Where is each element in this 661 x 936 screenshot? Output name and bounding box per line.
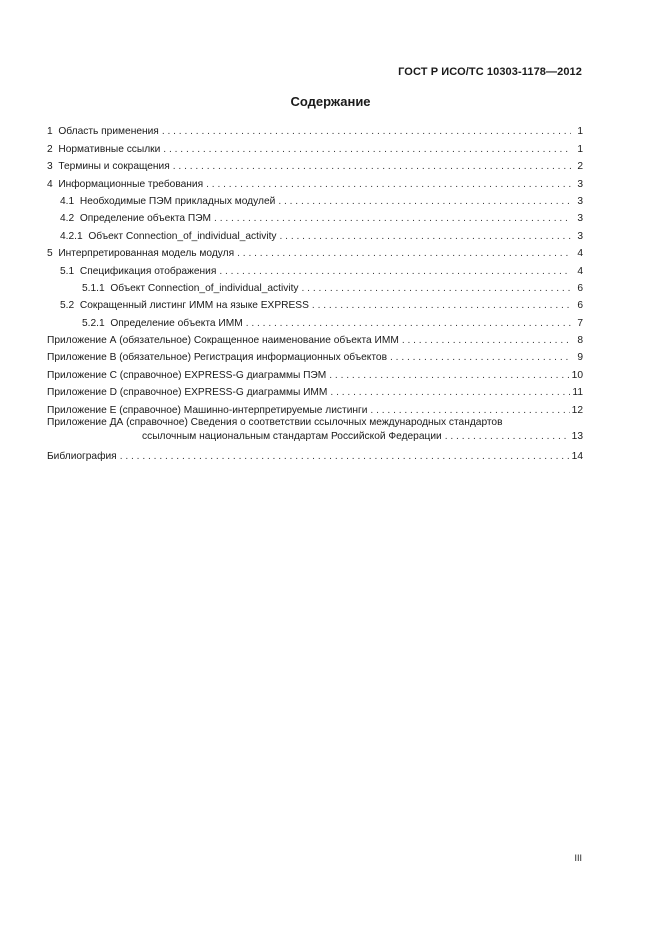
toc-entry-page: 6 bbox=[577, 282, 583, 294]
toc-leader-dots bbox=[120, 451, 570, 463]
toc-entry-page: 8 bbox=[577, 335, 583, 347]
toc-entry-text: Приложение Е (справочное) Машинно-интерпретируемые листинги bbox=[47, 404, 368, 416]
toc-entry-text: Приложение А (обязательное) Сокращенное наименование объекта ИММ bbox=[47, 335, 399, 347]
toc-entry-text: Спецификация отображения bbox=[79, 265, 217, 277]
toc-entry[interactable] bbox=[47, 208, 583, 225]
toc-entry[interactable] bbox=[47, 225, 583, 242]
toc-entry-num: 3 bbox=[47, 161, 53, 173]
toc-leader-dots bbox=[445, 431, 570, 443]
toc-leader-dots bbox=[246, 318, 571, 330]
toc-leader-dots bbox=[330, 387, 570, 399]
toc-leader-dots bbox=[237, 248, 571, 260]
toc-entry-text: Термины и сокращения bbox=[58, 161, 170, 173]
toc-entry-text: Необходимые ПЭМ прикладных модулей bbox=[79, 195, 276, 207]
toc-entry[interactable] bbox=[47, 260, 583, 277]
toc-entry-num: 5.1.1 bbox=[82, 282, 105, 294]
toc-entry-num: 5.2 bbox=[60, 300, 75, 312]
toc-entry-num: 5.1 bbox=[60, 265, 75, 277]
toc-entry-page: 14 bbox=[571, 451, 583, 463]
toc-entry[interactable] bbox=[47, 243, 583, 260]
toc-entry-text: Приложение ДА (справочное) Сведения о соответствии ссылочных международных стандартов bbox=[47, 416, 503, 428]
toc-leader-dots bbox=[162, 126, 571, 138]
toc-entry[interactable] bbox=[47, 364, 583, 381]
toc-entry-page: 2 bbox=[577, 161, 583, 173]
toc-entry-num: 1 bbox=[47, 126, 53, 138]
toc-entry-text: Объект Connection_of_individual_activity bbox=[88, 230, 277, 242]
toc-entry[interactable] bbox=[47, 156, 583, 173]
toc-entry-page: 4 bbox=[577, 265, 583, 277]
toc-entry-text: Область применения bbox=[58, 126, 159, 138]
toc-entry-page: 11 bbox=[572, 387, 583, 399]
toc-entry[interactable] bbox=[47, 347, 583, 364]
toc-entry-text: Приложение В (обязательное) Регистрация информационных объектов bbox=[47, 352, 387, 364]
toc-entry-page: 4 bbox=[577, 248, 583, 260]
toc-leader-dots bbox=[312, 300, 571, 312]
toc-entry-page: 6 bbox=[577, 300, 583, 312]
toc-leader-dots bbox=[329, 370, 569, 382]
toc-leader-dots bbox=[370, 405, 569, 417]
toc-entry-page: 1 bbox=[577, 143, 583, 155]
toc-entry-text: Библиография bbox=[47, 451, 117, 463]
toc-leader-dots bbox=[173, 161, 571, 173]
toc-entry[interactable] bbox=[47, 330, 583, 347]
toc-entry-num: 4 bbox=[47, 178, 53, 190]
toc-entry-text: Определение объекта ПЭМ bbox=[79, 213, 212, 225]
toc-entry[interactable] bbox=[47, 446, 583, 463]
toc-entry-page: 3 bbox=[577, 230, 583, 242]
toc-leader-dots bbox=[280, 231, 571, 243]
toc-entry-text: Информационные требования bbox=[58, 178, 204, 190]
toc-entry-text: Приложение D (справочное) EXPRESS-G диаграммы ИММ bbox=[47, 387, 328, 399]
toc-leader-dots bbox=[206, 179, 571, 191]
toc-entry[interactable] bbox=[47, 295, 583, 312]
toc-entry-page: 3 bbox=[577, 178, 583, 190]
toc-entry-num: 4.1 bbox=[60, 195, 75, 207]
toc-entry[interactable] bbox=[47, 399, 583, 416]
toc-entry-text-continued: ссылочным национальным стандартам Российской Федерации bbox=[142, 430, 442, 442]
toc-entry-page: 12 bbox=[571, 404, 583, 416]
table-of-contents bbox=[47, 121, 583, 463]
toc-entry[interactable] bbox=[47, 173, 583, 190]
toc-entry-num: 5 bbox=[47, 248, 53, 260]
toc-entry[interactable] bbox=[47, 278, 583, 295]
toc-entry-page: 7 bbox=[577, 317, 583, 329]
toc-entry[interactable] bbox=[47, 138, 583, 155]
toc-entry-num: 4.2 bbox=[60, 213, 75, 225]
toc-entry-text: Нормативные ссылки bbox=[58, 143, 161, 155]
toc-entry-text: Интерпретированная модель модуля bbox=[58, 248, 235, 260]
toc-leader-dots bbox=[219, 266, 571, 278]
toc-leader-dots bbox=[302, 283, 571, 295]
toc-entry[interactable] bbox=[47, 312, 583, 329]
toc-leader-dots bbox=[390, 352, 571, 364]
toc-leader-dots bbox=[163, 144, 571, 156]
toc-entry-page: 9 bbox=[577, 352, 583, 364]
page-number: III bbox=[574, 853, 582, 863]
toc-entry-page: 1 bbox=[577, 126, 583, 138]
toc-entry[interactable] bbox=[47, 191, 583, 208]
toc-entry-page: 13 bbox=[571, 430, 583, 442]
toc-entry-num: 5.2.1 bbox=[82, 317, 105, 329]
toc-entry-text: Определение объекта ИММ bbox=[110, 317, 243, 329]
toc-leader-dots bbox=[402, 335, 571, 347]
toc-entry[interactable] bbox=[47, 382, 583, 399]
toc-entry-text: Объект Connection_of_individual_activity bbox=[110, 282, 299, 294]
toc-entry-page: 3 bbox=[577, 195, 583, 207]
toc-entry-num: 2 bbox=[47, 143, 53, 155]
toc-entry-text: Сокращенный листинг ИММ на языке EXPRESS bbox=[79, 300, 309, 312]
toc-entry[interactable] bbox=[47, 121, 583, 138]
toc-entry[interactable] bbox=[47, 417, 583, 446]
toc-leader-dots bbox=[278, 196, 571, 208]
toc-entry-num: 4.2.1 bbox=[60, 230, 83, 242]
toc-entry-page: 3 bbox=[577, 213, 583, 225]
toc-title: Содержание bbox=[290, 94, 371, 109]
toc-entry-text: Приложение С (справочное) EXPRESS-G диаграммы ПЭМ bbox=[47, 369, 327, 381]
toc-entry-page: 10 bbox=[571, 369, 583, 381]
document-standard-header: ГОСТ Р ИСО/ТС 10303-1178—2012 bbox=[398, 66, 582, 78]
toc-leader-dots bbox=[214, 213, 571, 225]
